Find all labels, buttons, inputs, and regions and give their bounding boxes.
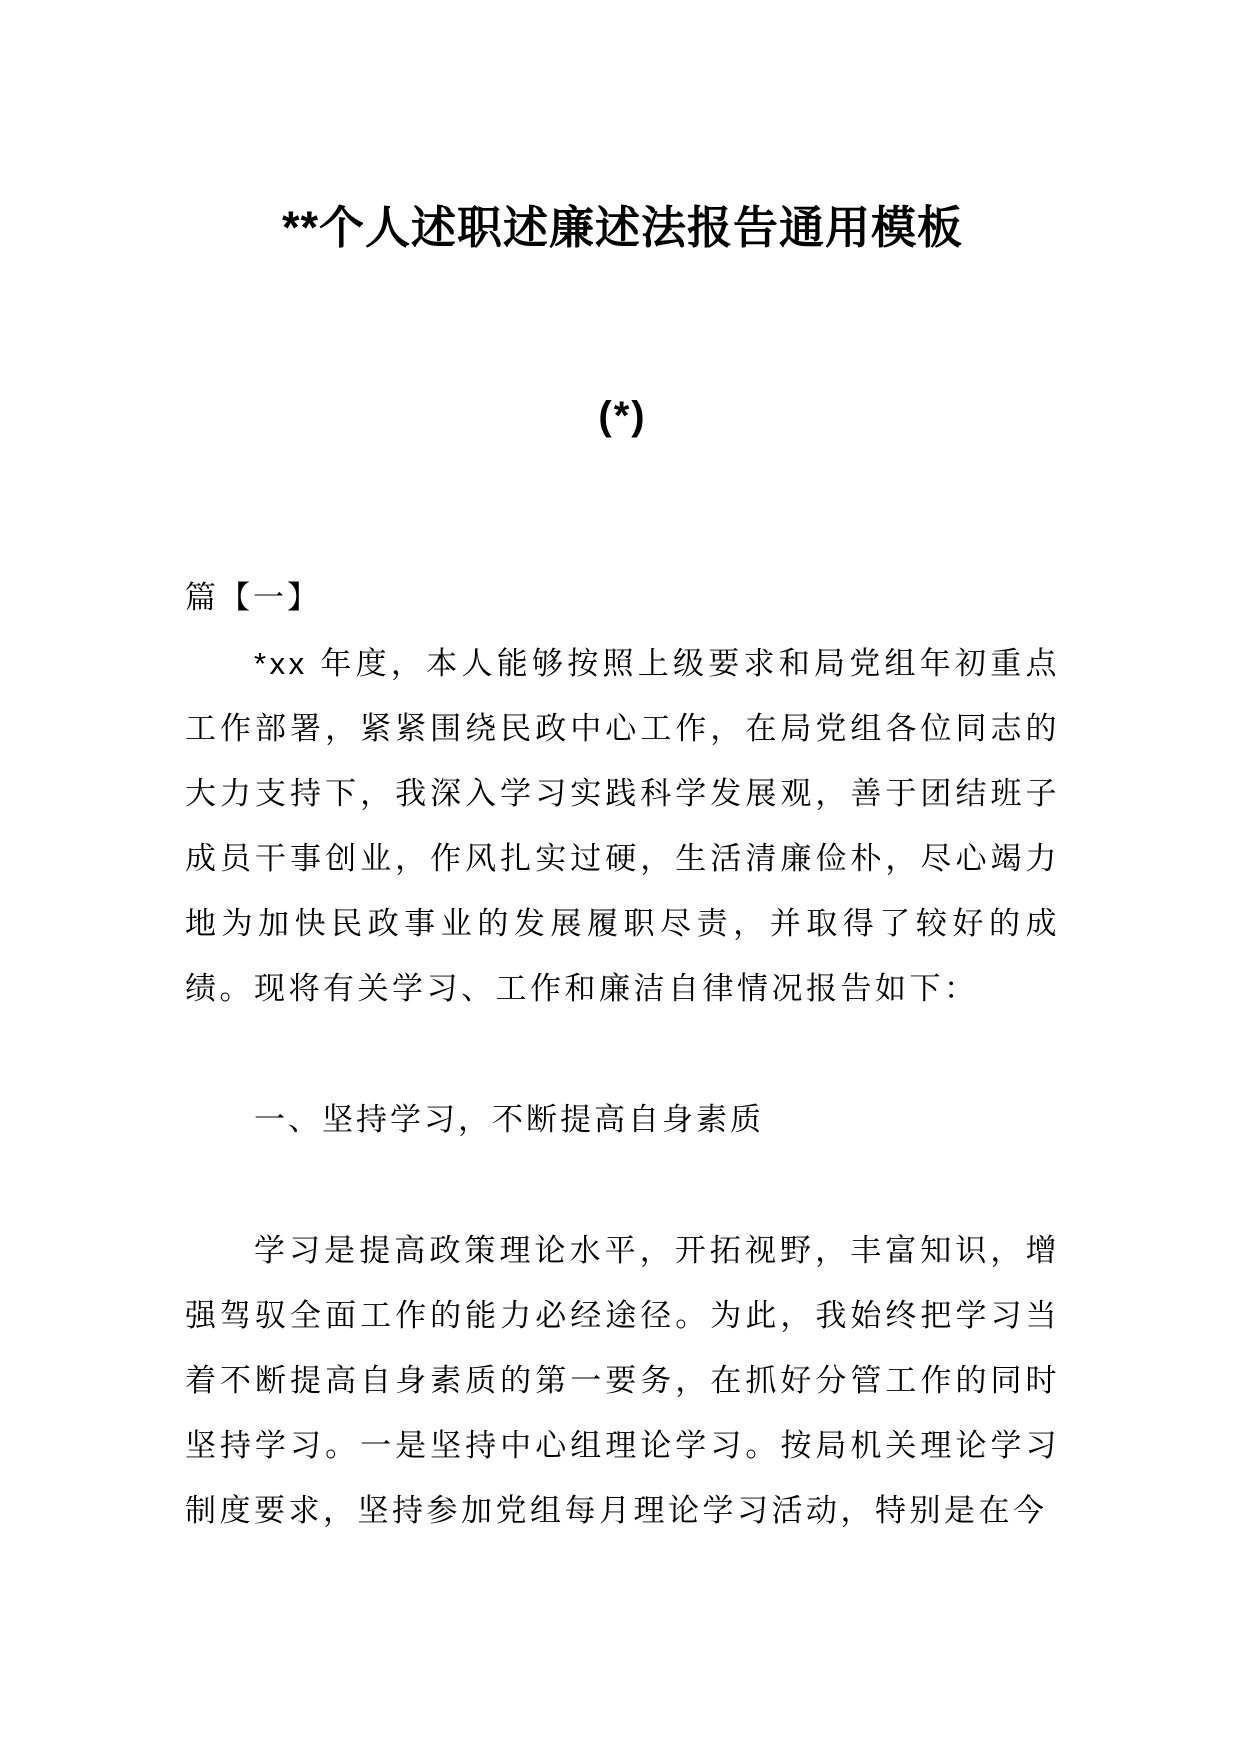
document-title: **个人述职述廉述法报告通用模板 bbox=[281, 202, 964, 253]
intro-paragraph: *xx 年度，本人能够按照上级要求和局党组年初重点工作部署，紧紧围绕民政中心工作，在局党组各位同志的大力支持下，我深入学习实践科学发展观，善于团结班子成员干事创业，作风扎实过硬，生活清廉俭朴，尽心竭力地为加快民政事业的发展履职尽责，并取得了较好的成绩。现将有关学习、工作和廉洁自律情况报告如下： bbox=[185, 646, 1060, 1006]
subtitle-marker: (*) bbox=[598, 394, 647, 438]
document-content-area bbox=[185, 0, 1060, 1754]
study-paragraph: 学习是提高政策理论水平，开拓视野，丰富知识，增强驾驭全面工作的能力必经途径。为此，我始终把学习当着不断提高自身素质的第一要务，在抓好分管工作的同时坚持学习。一是坚持中心组理论学习。按局机关理论学习制度要求，坚持参加党组每月理论学习活动，特别是在今 bbox=[185, 1233, 1060, 1528]
piece-one-label: 篇【一】 bbox=[185, 580, 321, 615]
section-heading-one: 一、坚持学习，不断提高自身素质 bbox=[254, 1102, 764, 1137]
